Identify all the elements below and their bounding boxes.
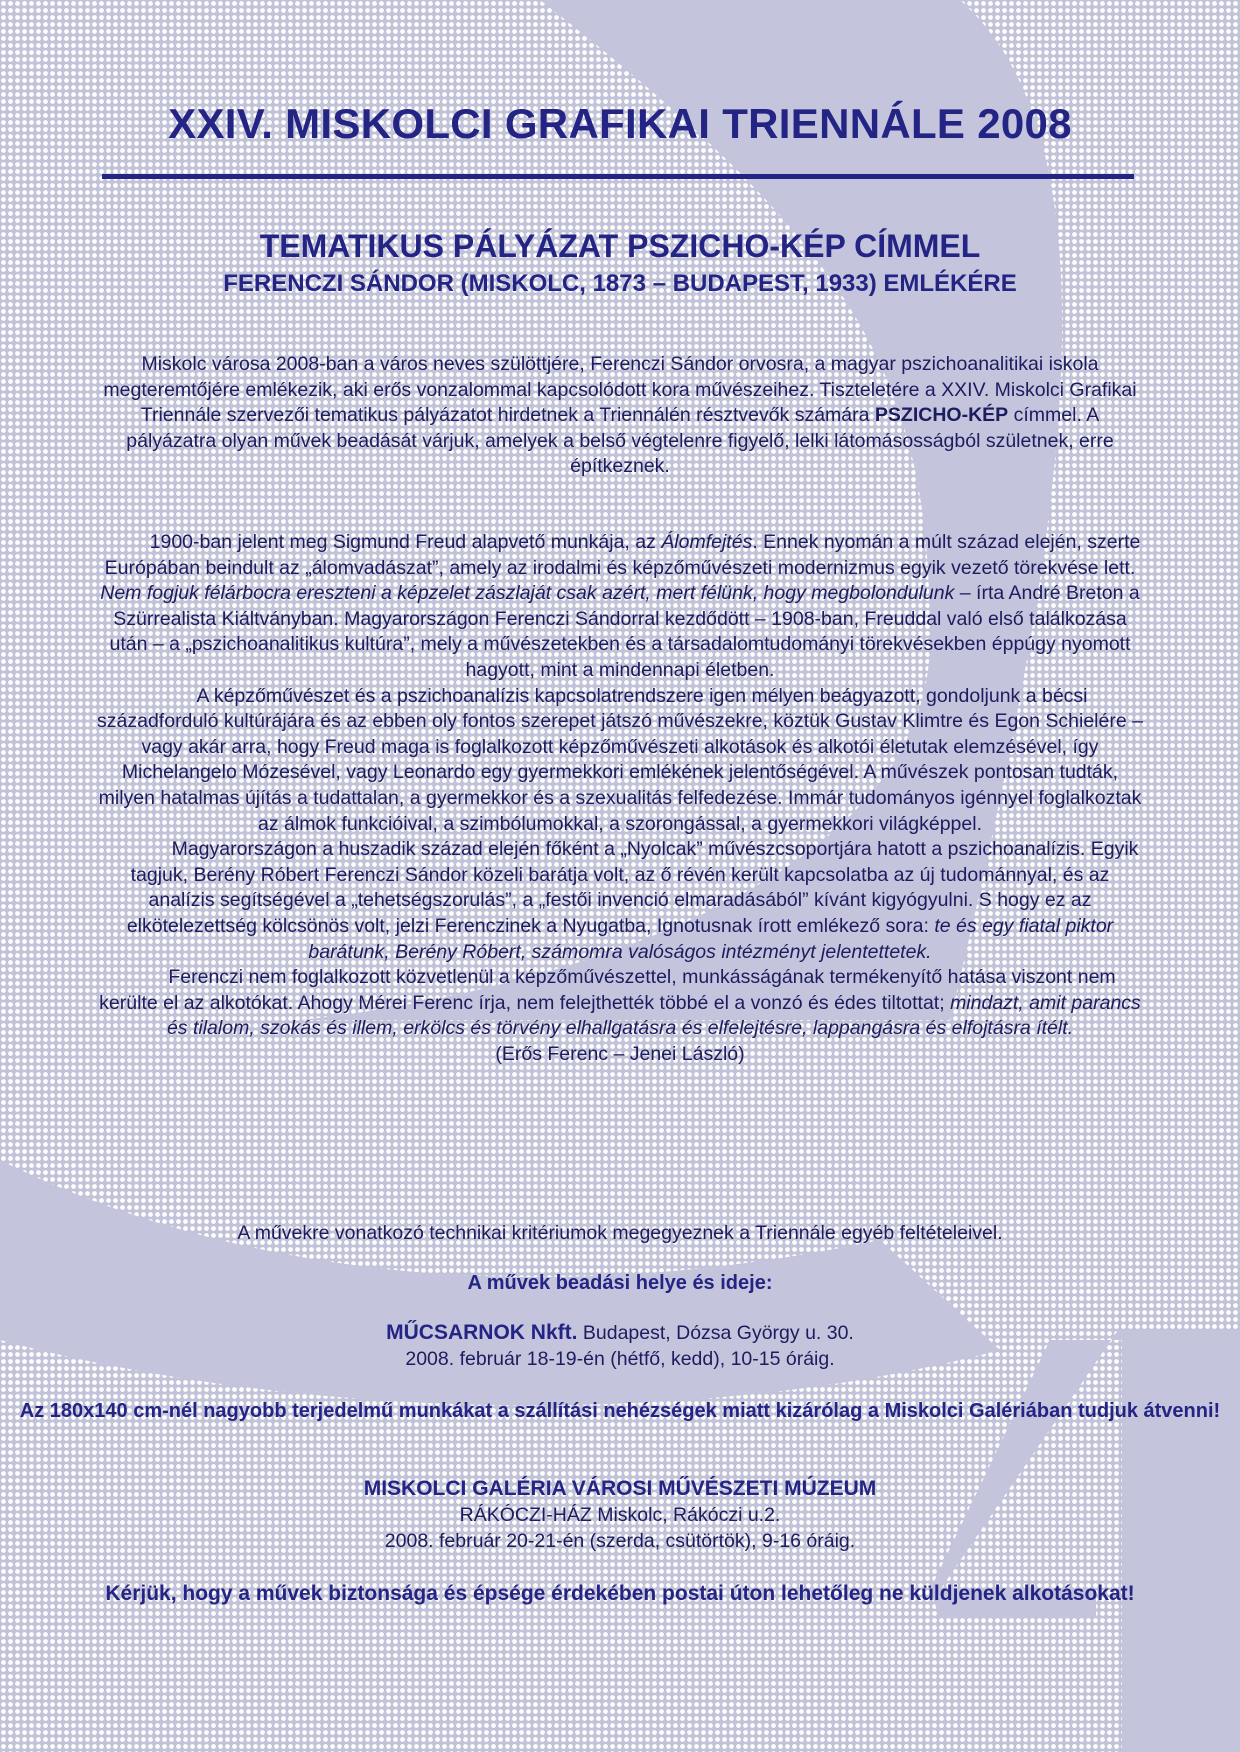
venue-1-name: MŰCSARNOK Nkft. — [386, 1321, 578, 1344]
essay-paragraph-3: Magyarországon a huszadik század elején főként a „Nyolcak” művészcsoportjára hatott a pszichoanalízis. Egyik tagjuk, Berény Róbert Ferenczi Sándor közeli barátja volt, az ő révén került kapcsolatba az új tudománnyal, és az analízis segítségével a „tehetségszorulás”, a „festői invenció elmaradásából” kívánt kigyógyulni. S hogy ez az elkötelezettség kölcsönös volt, jelzi Ferenczinek a Nyugatba, Ignotusnak írott emlékező sora: te és egy fiatal piktor barátunk, Berény Róbert, számomra valóságos intézményt jelentettetek. — [126, 838, 1139, 963]
dedication-subtitle: FERENCZI SÁNDOR (MISKOLC, 1873 – BUDAPEST, 1933) EMLÉKÉRE — [223, 270, 1017, 297]
intro-paragraph: Miskolc városa 2008-ban a város neves szülöttjére, Ferenczi Sándor orvosra, a magyar pszichoanalitikai iskola megteremtőjére emlékezik, aki erős vonzalommal kapcsolódott kora művészeihez. Tiszteletére a XXIV. Miskolci Grafikai Triennále szervezői tematikus pályázatot hirdetnek a Triennálén résztvevők számára PSZICHO-KÉP címmel. A pályázatra olyan művek beadását várjuk, amelyek a belső végtelenre figyelő, lelki látomásosságból születnek, erre építkeznek. — [103, 353, 1137, 477]
venue-mucsarnok — [0, 1320, 1240, 1372]
title-divider — [102, 174, 1134, 179]
essay-paragraph-4: Ferenczi nem foglalkozott közvetlenül a képzőművészettel, munkásságának termékenyítő hatása viszont nem kerülte el az alkotókat. Ahogy Mérei Ferenc írja, nem felejthették többé el a vonzó és édes tiltottat; mindazt, amit parancs és tilalom, szokás és illem, erkölcs és törvény elhallgatásra és elfelejtésre, lappangásra és elfojtásra ítélt. — [99, 966, 1141, 1040]
technical-criteria: A művekre vonatkozó technikai kritériumok megegyeznek a Triennále egyéb feltételeivel. — [237, 1222, 1003, 1244]
venue-1-dates: 2008. február 18-19-én (hétfő, kedd), 10-15 óráig. — [405, 1348, 835, 1370]
essay-attribution: (Erős Ferenc – Jenei László) — [495, 1042, 745, 1065]
competition-title: TEMATIKUS PÁLYÁZAT PSZICHO-KÉP CÍMMEL — [259, 228, 981, 264]
submission-heading: A művek beadási helye és ideje: — [467, 1272, 773, 1294]
venue-2-dates: 2008. február 20-21-én (szerda, csütörtök), 9-16 óráig. — [384, 1530, 856, 1552]
essay-paragraph-2: A képzőművészet és a pszichoanalízis kapcsolatrendszere igen mélyen beágyazott, gondoljunk a bécsi századforduló kultúrájára és az ebben oly fontos szerepet játszó művészekre, köztük Gustav Klimtre és Egon Schielére – vagy akár arra, hogy Freud maga is foglalkozott képzőművészeti alkotások és alkotói életutak elemzésével, így Michelangelo Mózesével, vagy Leonardo egy gyermekkori emlékének jelentőségével. A művészek pontosan tudták, milyen hatalmas újítás a tudattalan, a gyermekkor és a szexualitás felfedezése. Immár tudományos igénnyel foglalkoztak az álmok funkcióival, a szimbólumokkal, a szorongással, a gyermekkori világképpel. — [97, 684, 1143, 835]
venue-1-address: Budapest, Dózsa György u. 30. — [577, 1322, 854, 1344]
essay-text — [96, 530, 1144, 1067]
essay-paragraph-1: 1900-ban jelent meg Sigmund Freud alapvető munkája, az Álomfejtés. Ennek nyomán a múlt század elején, szerte Európában beindult az „álomvadászat”, amely az irodalmi és képzőművészeti modernizmus egyik vezető törekvése lett. Nem fogjuk félárbocra ereszteni a képzelet zászlaját csak azért, mert félünk, hogy megbolondulunk – írta André Breton a Szürrealista Kiáltványban. Magyarországon Ferenczi Sándorral kezdődött – 1908-ban, Freuddal való első találkozása után – a „pszichoanalitikus kultúra”, mely a művészetekben és a társadalomtudományi törekvésekben éppúgy nyomott hagyott, mint a mindennapi életben. — [100, 531, 1141, 681]
main-title: XXIV. MISKOLCI GRAFIKAI TRIENNÁLE 2008 — [168, 100, 1072, 147]
venue-miskolci-galeria — [0, 1476, 1240, 1554]
venue-2-name: MISKOLCI GALÉRIA VÁROSI MŰVÉSZETI MÚZEUM — [363, 1477, 877, 1500]
venue-2-address: RÁKÓCZI-HÁZ Miskolc, Rákóczi u.2. — [459, 1504, 781, 1526]
postal-notice: Kérjük, hogy a művek biztonsága és épsége érdekében postai úton lehetőleg ne küldjenek alkotásokat! — [105, 1582, 1135, 1605]
size-notice: Az 180x140 cm-nél nagyobb terjedelmű munkákat a szállítási nehézségek miatt kizárólag a Miskolci Galériában tudjuk átvenni! — [19, 1400, 1221, 1422]
intro-highlight: PSZICHO-KÉP — [874, 404, 1009, 426]
